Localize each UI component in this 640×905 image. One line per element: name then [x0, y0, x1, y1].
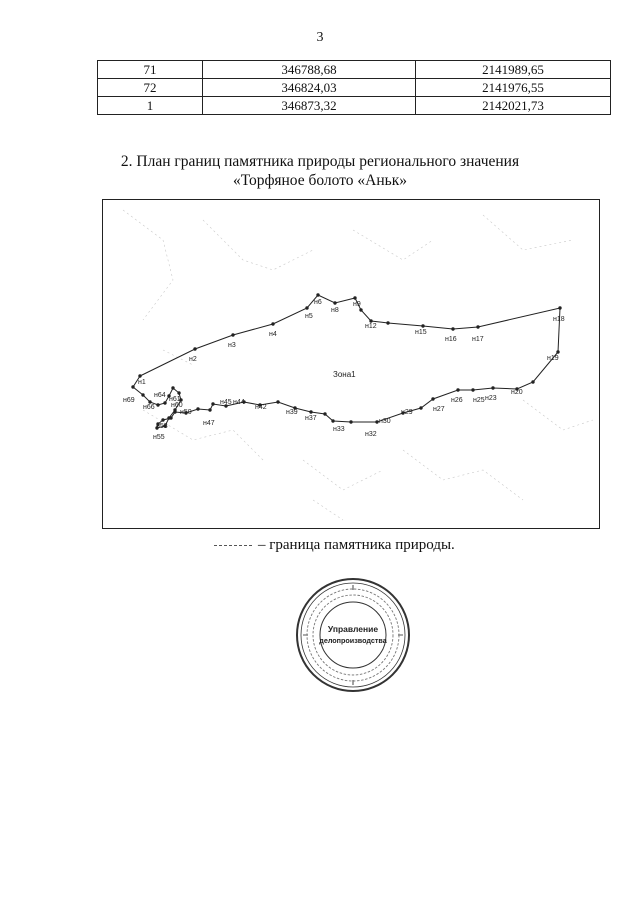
boundary-vertex [353, 296, 356, 299]
point-number-cell: 71 [98, 61, 203, 79]
boundary-vertex [208, 408, 211, 411]
boundary-map-svg [103, 200, 599, 528]
point-label-н18: н18 [553, 316, 565, 323]
boundary-vertex [167, 416, 170, 419]
boundary-vertex [359, 308, 362, 311]
boundary-vertex [196, 407, 199, 410]
boundary-vertex [161, 418, 164, 421]
point-label-н45: н45 [220, 399, 232, 406]
point-label-н26: н26 [451, 397, 463, 404]
coordinate-table [97, 60, 611, 115]
boundary-vertex [556, 350, 559, 353]
legend-text: – граница памятника природы. [258, 537, 455, 553]
boundary-map [102, 199, 600, 529]
point-label-н33: н33 [333, 426, 345, 433]
page-number: 3 [316, 30, 324, 45]
point-label-н37: н37 [305, 415, 317, 422]
point-label-н19: н19 [547, 355, 559, 362]
boundary-vertex [331, 419, 334, 422]
plan-title-line1: 2. План границ памятника природы регионального значения [120, 153, 520, 170]
boundary-vertex [138, 374, 141, 377]
boundary-vertex [231, 333, 234, 336]
point-label-н25: н25 [473, 397, 485, 404]
point-label-н6: н6 [314, 299, 322, 306]
point-label-н50: н50 [180, 409, 192, 416]
boundary-vertex [177, 391, 180, 394]
point-label-н30: н30 [379, 418, 391, 425]
boundary-vertex [558, 306, 561, 309]
point-label-н27: н27 [433, 406, 445, 413]
boundary-vertex [309, 410, 312, 413]
point-label-н29: н29 [401, 409, 413, 416]
boundary-vertex [276, 400, 279, 403]
point-label-н55: н55 [153, 434, 165, 441]
boundary-vertex [419, 406, 422, 409]
point-label-н64: н64 [154, 392, 166, 399]
table-row [98, 61, 611, 79]
boundary-vertex [349, 420, 352, 423]
seal-graphic [294, 576, 412, 694]
point-number-cell: 1 [98, 97, 203, 115]
boundary-vertex [323, 412, 326, 415]
point-label-н1: н1 [138, 379, 146, 386]
point-label-н5: н5 [305, 313, 313, 320]
y-coordinate-cell: 2141976,55 [416, 79, 611, 97]
boundary-vertex [171, 386, 174, 389]
x-coordinate-cell: 346873,32 [203, 97, 416, 115]
x-coordinate-cell: 346824,03 [203, 79, 416, 97]
plan-title-line2: «Торфяное болото «Аньк» [232, 172, 407, 189]
point-label-н61: н61 [169, 396, 181, 403]
seal-center-line1: Управление [327, 624, 379, 634]
y-coordinate-cell: 2141989,65 [416, 61, 611, 79]
boundary-vertex [386, 321, 389, 324]
boundary-layer [123, 293, 565, 441]
point-label-н66: н66 [143, 404, 155, 411]
point-label-н17: н17 [472, 336, 484, 343]
legend [214, 537, 455, 554]
point-label-н44: н44 [233, 399, 245, 406]
point-label-н3: н3 [228, 342, 236, 349]
boundary-vertex [316, 293, 319, 296]
boundary-vertex [531, 380, 534, 383]
point-label-н20: н20 [511, 389, 523, 396]
official-seal [294, 576, 412, 694]
point-label-н2: н2 [189, 356, 197, 363]
y-coordinate-cell: 2142021,73 [416, 97, 611, 115]
point-label-н15: н15 [415, 329, 427, 336]
seal-center-line2: делопроизводства [319, 636, 387, 645]
point-label-н12: н12 [365, 323, 377, 330]
boundary-vertex [163, 401, 166, 404]
boundary-vertex [333, 301, 336, 304]
point-label-н8: н8 [331, 307, 339, 314]
point-label-н23: н23 [485, 395, 497, 402]
boundary-vertex [131, 385, 134, 388]
boundary-vertex [451, 327, 454, 330]
plan-heading [0, 152, 640, 190]
boundary-vertex [211, 402, 214, 405]
boundary-vertex [431, 397, 434, 400]
point-label-н42: н42 [255, 404, 267, 411]
boundary-vertex [156, 403, 159, 406]
legend-line-sample [214, 545, 252, 546]
boundary-vertex [476, 325, 479, 328]
point-label-н69: н69 [123, 397, 135, 404]
point-label-н47: н47 [203, 420, 215, 427]
point-label-н58: н58 [156, 423, 168, 430]
boundary-vertex [271, 322, 274, 325]
point-label-н32: н32 [365, 431, 377, 438]
point-label-н16: н16 [445, 336, 457, 343]
boundary-vertex [471, 388, 474, 391]
point-label-н9: н9 [353, 301, 361, 308]
x-coordinate-cell: 346788,68 [203, 61, 416, 79]
table-row [98, 79, 611, 97]
point-label-н60: н60 [171, 402, 183, 409]
boundary-vertex [305, 306, 308, 309]
boundary-vertex [421, 324, 424, 327]
table-row [98, 97, 611, 115]
boundary-vertex [193, 347, 196, 350]
point-label-н4: н4 [269, 331, 277, 338]
point-label-н39: н39 [286, 409, 298, 416]
boundary-vertex [141, 393, 144, 396]
point-number-cell: 72 [98, 79, 203, 97]
map-background-traces [123, 210, 593, 520]
boundary-vertex [491, 386, 494, 389]
zone-label: Зона1 [333, 370, 356, 379]
boundary-vertex [456, 388, 459, 391]
